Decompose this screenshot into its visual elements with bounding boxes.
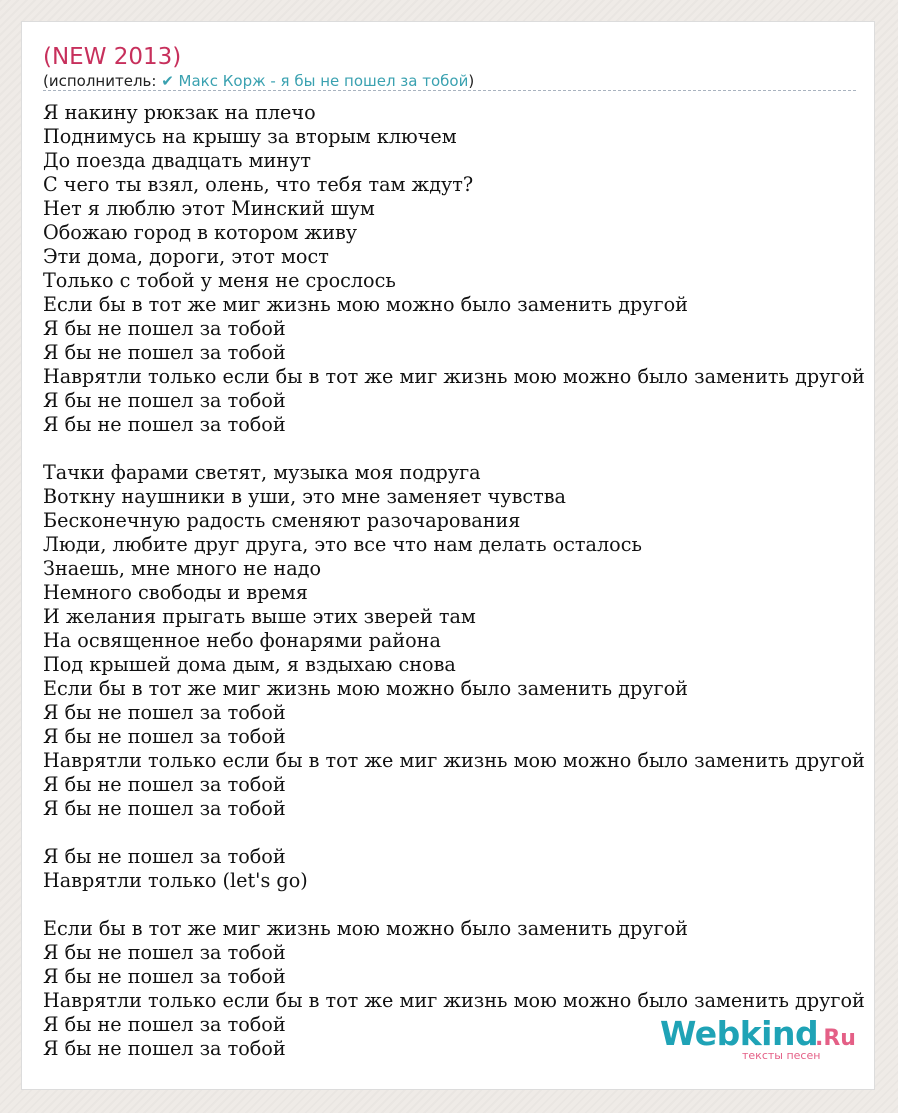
lyric-line: Если бы в тот же миг жизнь мою можно было заменить другой	[43, 917, 688, 940]
lyric-line: Я бы не пошел за тобой	[43, 1013, 286, 1036]
lyric-line: Под крышей дома дым, я вздыхаю снова	[43, 653, 456, 676]
lyrics-card	[21, 21, 875, 1090]
lyric-line: С чего ты взял, олень, что тебя там ждут?	[43, 173, 474, 196]
lyric-line: Я бы не пошел за тобой	[43, 845, 286, 868]
lyric-line: Наврятли только если бы в тот же миг жизнь мою можно было заменить другой	[43, 749, 865, 772]
lyric-line: Обожаю город в котором живу	[43, 221, 358, 244]
lyrics-text	[43, 101, 865, 1061]
lyric-line: Я бы не пошел за тобой	[43, 701, 286, 724]
lyric-line: Если бы в тот же миг жизнь мою можно было заменить другой	[43, 293, 688, 316]
logo-tagline: тексты песен	[742, 1049, 821, 1062]
lyric-line: Я бы не пошел за тобой	[43, 317, 286, 340]
lyric-line: Я бы не пошел за тобой	[43, 1037, 286, 1060]
lyric-line: Я накину рюкзак на плечо	[43, 101, 316, 124]
logo-tld: .Ru	[815, 1026, 856, 1051]
lyric-line: Я бы не пошел за тобой	[43, 389, 286, 412]
lyric-line: До поезда двадцать минут	[43, 149, 311, 172]
lyric-line: Наврятли только если бы в тот же миг жизнь мою можно было заменить другой	[43, 989, 865, 1012]
lyric-line: Я бы не пошел за тобой	[43, 941, 286, 964]
performer-link[interactable]: ✔ Макс Корж - я бы не пошел за тобой	[161, 72, 469, 90]
lyric-blank-line	[43, 893, 865, 917]
performer-prefix: (исполнитель:	[43, 72, 162, 90]
lyric-line: Если бы в тот же миг жизнь мою можно было заменить другой	[43, 677, 688, 700]
lyric-line: И желания прыгать выше этих зверей там	[43, 605, 476, 628]
logo-wordmark: Webkind	[660, 1014, 819, 1053]
lyric-line: Я бы не пошел за тобой	[43, 341, 286, 364]
song-title: (NEW 2013)	[43, 44, 182, 70]
lyric-line: Наврятли только если бы в тот же миг жизнь мою можно было заменить другой	[43, 365, 865, 388]
lyric-line: Наврятли только (let's go)	[43, 869, 308, 892]
lyric-line: Бесконечную радость сменяют разочарования	[43, 509, 521, 532]
lyric-line: Знаешь, мне много не надо	[43, 557, 321, 580]
lyric-line: Поднимусь на крышу за вторым ключем	[43, 125, 457, 148]
webkind-logo	[660, 1014, 870, 1074]
lyric-line: Немного свободы и время	[43, 581, 308, 604]
lyric-line: Эти дома, дороги, этот мост	[43, 245, 329, 268]
lyric-line: Тачки фарами светят, музыка моя подруга	[43, 461, 481, 484]
lyric-line: Я бы не пошел за тобой	[43, 725, 286, 748]
lyric-line: Я бы не пошел за тобой	[43, 773, 286, 796]
lyric-line: Нет я люблю этот Минский шум	[43, 197, 375, 220]
lyric-line: Люди, любите друг друга, это все что нам делать осталось	[43, 533, 642, 556]
lyric-line: Я бы не пошел за тобой	[43, 965, 286, 988]
lyric-line: Воткну наушники в уши, это мне заменяет чувства	[43, 485, 566, 508]
title-divider	[43, 90, 856, 91]
performer-line	[43, 71, 856, 91]
lyric-line: Только с тобой у меня не срослось	[43, 269, 396, 292]
lyric-blank-line	[43, 437, 865, 461]
lyric-blank-line	[43, 821, 865, 845]
lyric-line: Я бы не пошел за тобой	[43, 797, 286, 820]
performer-suffix: )	[468, 72, 475, 90]
lyric-line: Я бы не пошел за тобой	[43, 413, 286, 436]
lyric-line: На освященное небо фонарями района	[43, 629, 441, 652]
